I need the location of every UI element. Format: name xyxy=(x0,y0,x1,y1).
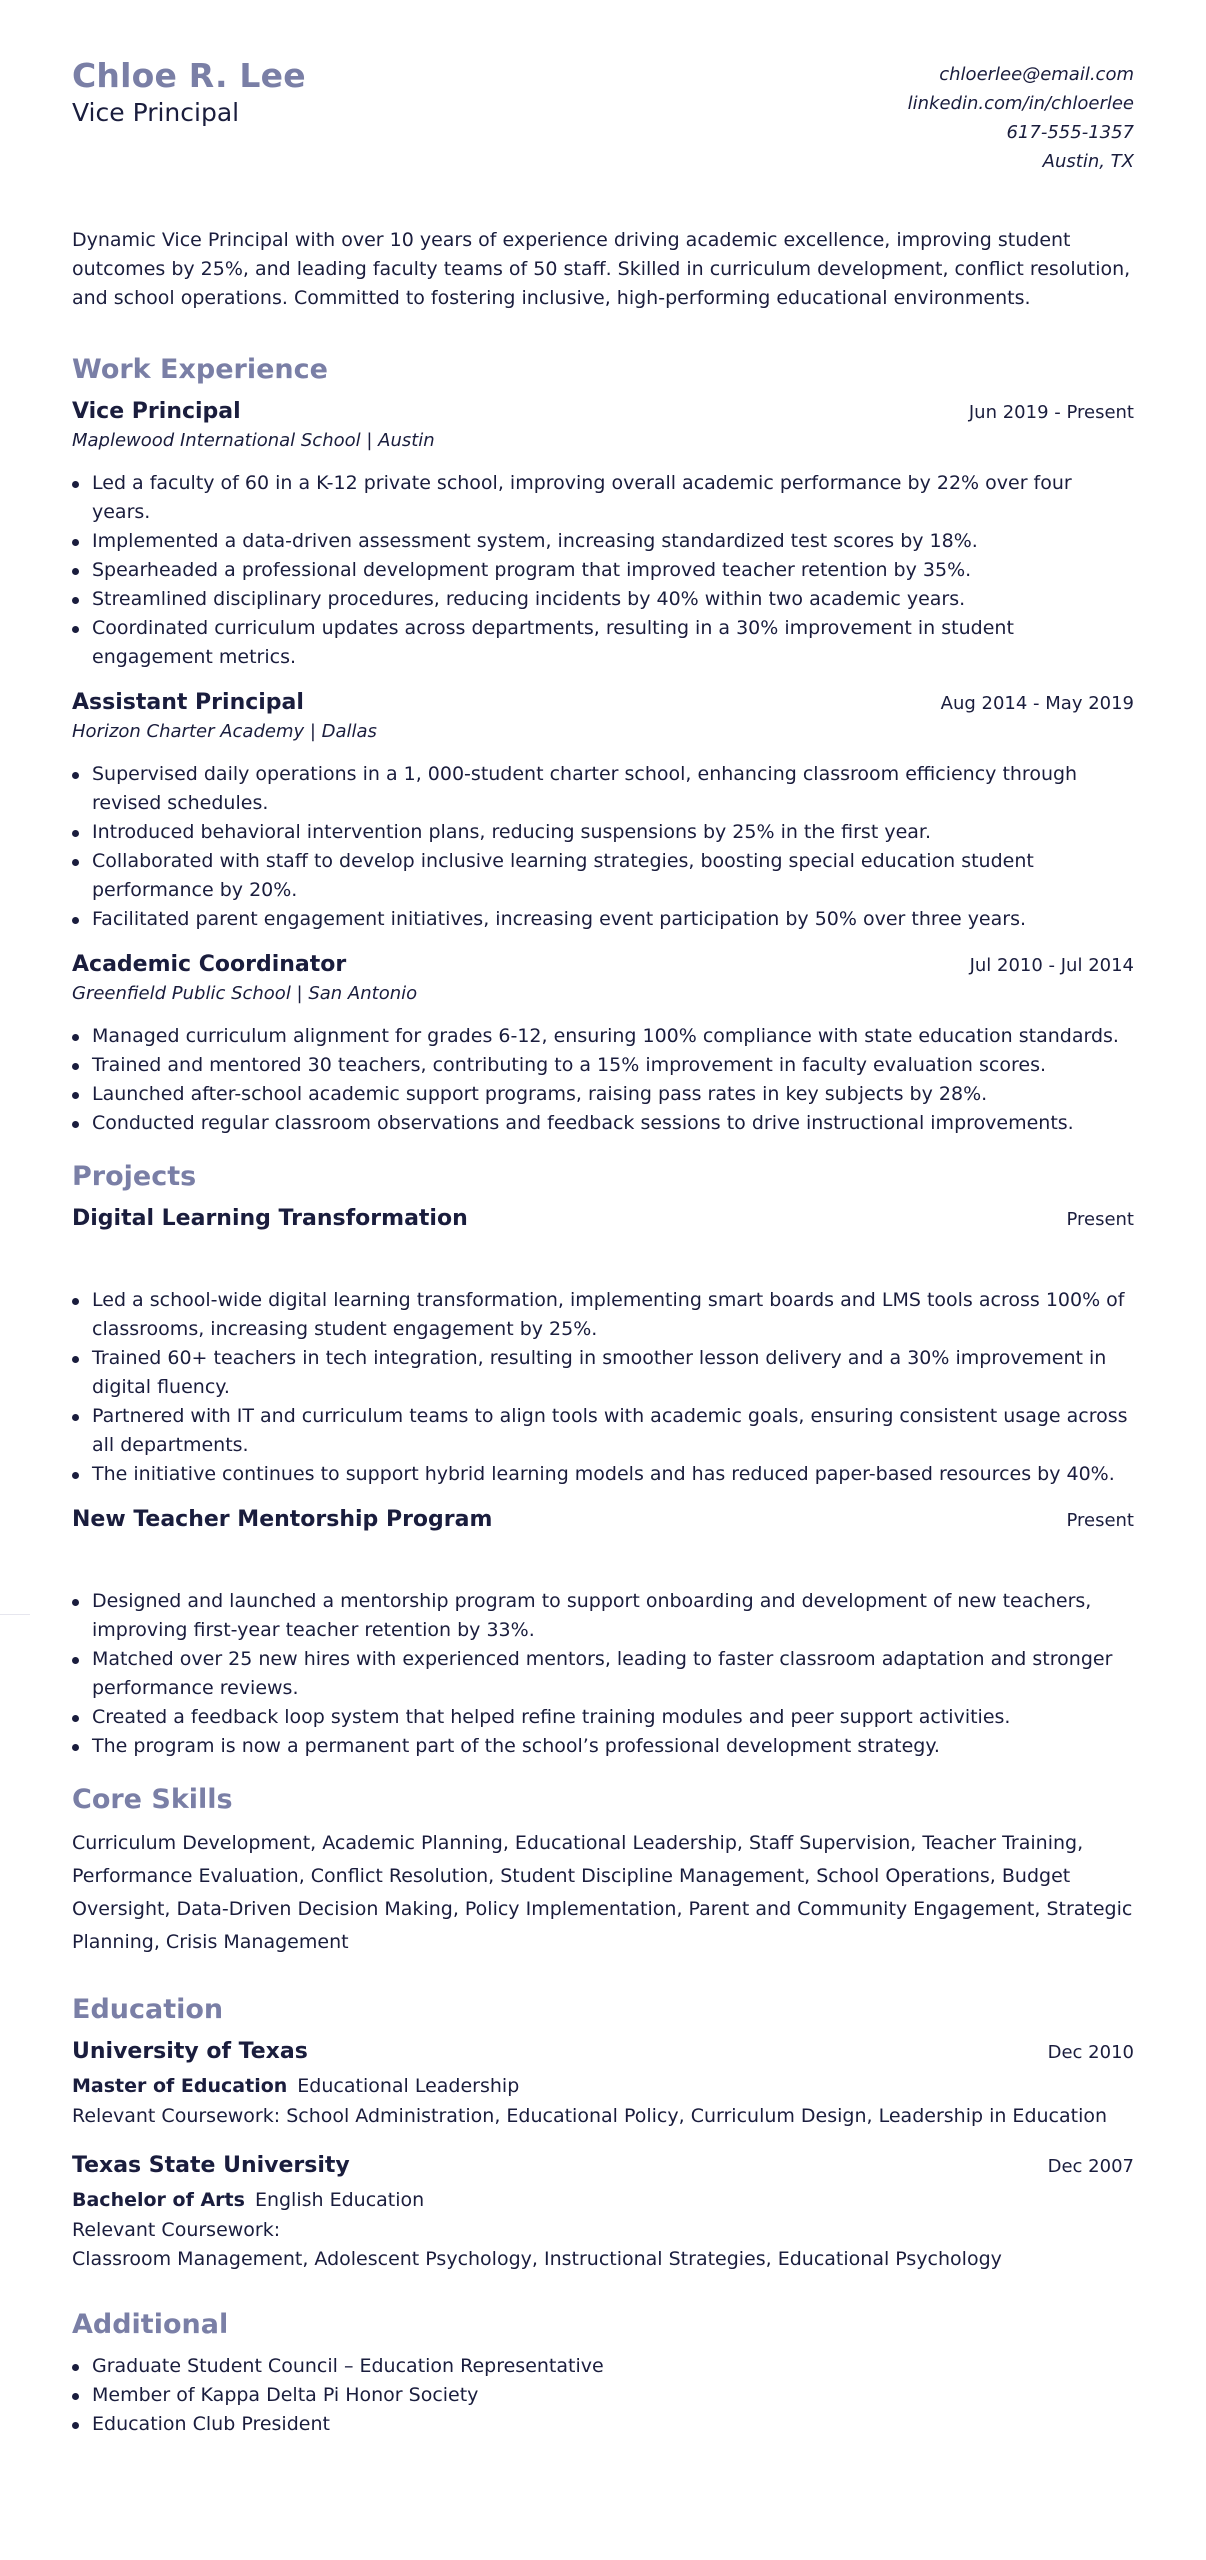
bullet-item: Graduate Student Council – Education Representative xyxy=(72,2352,1134,2381)
bullet-item: Coordinated curriculum updates across departments, resulting in a 30% improvement in student engagement metrics. xyxy=(72,614,1134,672)
contact-phone: 617-555-1357 xyxy=(1006,122,1134,143)
project-title: New Teacher Mentorship Program xyxy=(72,1507,493,1532)
degree-name: Bachelor of Arts xyxy=(72,2189,245,2211)
contact-location: Austin, TX xyxy=(1042,151,1134,172)
bullet-item: The program is now a permanent part of the school’s professional development strategy. xyxy=(72,1732,1134,1761)
work-bullets xyxy=(72,1022,1134,1138)
bullet-item: Facilitated parent engagement initiatives, increasing event participation by 50% over three years. xyxy=(72,905,1134,934)
coursework-list: School Administration, Educational Policy, Curriculum Design, Leadership in Education xyxy=(286,2105,1108,2127)
bullet-item: Led a school-wide digital learning transformation, implementing smart boards and LMS tools across 100% of classrooms, increasing student engagement by 25%. xyxy=(72,1286,1134,1344)
bullet-item: Implemented a data-driven assessment system, increasing standardized test scores by 18%. xyxy=(72,527,1134,556)
work-date: Jun 2019 - Present xyxy=(968,402,1134,423)
candidate-title: Vice Principal xyxy=(72,98,240,127)
candidate-name: Chloe R. Lee xyxy=(72,56,306,95)
project-title: Digital Learning Transformation xyxy=(72,1206,468,1231)
work-bullets xyxy=(72,760,1134,934)
work-entry xyxy=(72,950,1134,1138)
coursework-label: Relevant Coursework: xyxy=(72,2219,281,2241)
contact-email[interactable]: chloerlee@email.com xyxy=(939,64,1134,85)
professional-summary: Dynamic Vice Principal with over 10 years of experience driving academic excellence, improving student outcomes by 25%, and leading faculty teams of 50 staff. Skilled in curriculum development, conflict resolution, and school operations. Committed to fostering inclusive, high-performing educational environments. xyxy=(72,229,1131,309)
coursework xyxy=(72,2102,1134,2131)
bullet-item: Member of Kappa Delta Pi Honor Society xyxy=(72,2381,1134,2410)
bullet-item: Streamlined disciplinary procedures, reducing incidents by 40% within two academic years. xyxy=(72,585,1134,614)
page-break-mark xyxy=(0,1614,30,1615)
bullet-item: Spearheaded a professional development program that improved teacher retention by 35%. xyxy=(72,556,1134,585)
bullet-item: The initiative continues to support hybrid learning models and has reduced paper-based resources by 40%. xyxy=(72,1460,1134,1489)
additional-list xyxy=(72,2352,1134,2439)
resume-header xyxy=(72,56,1134,176)
bullet-item: Supervised daily operations in a 1, 000-student charter school, enhancing classroom efficiency through revised schedules. xyxy=(72,760,1134,818)
project-entry xyxy=(72,1505,1134,1761)
bullet-item: Collaborated with staff to develop inclusive learning strategies, boosting special education student performance by 20%. xyxy=(72,847,1134,905)
project-bullets xyxy=(72,1587,1134,1761)
bullet-item: Education Club President xyxy=(72,2410,1134,2439)
skills-list: Curriculum Development, Academic Planning, Educational Leadership, Staff Supervision, Teacher Training, Performance Evaluation, Conflict Resolution, Student Discipline Management, School Operations, Budget Oversight, Data-Driven Decision Making, Policy Implementation, Parent and Community Engagement, Strategic Planning, Crisis Management xyxy=(72,1832,1133,1953)
work-entry xyxy=(72,397,1134,672)
education-entry xyxy=(72,2151,1134,2274)
bullet-item: Partnered with IT and curriculum teams to align tools with academic goals, ensuring consistent usage across all departments. xyxy=(72,1402,1134,1460)
bullet-item: Launched after-school academic support programs, raising pass rates in key subjects by 28%. xyxy=(72,1080,1134,1109)
education-date: Dec 2007 xyxy=(1047,2156,1134,2177)
section-title-projects: Projects xyxy=(72,1161,197,1192)
section-title-work: Work Experience xyxy=(72,354,328,385)
coursework-label: Relevant Coursework: xyxy=(72,2105,281,2127)
work-date: Jul 2010 - Jul 2014 xyxy=(969,955,1134,976)
work-bullets xyxy=(72,469,1134,672)
bullet-item: Led a faculty of 60 in a K-12 private school, improving overall academic performance by 22% over four years. xyxy=(72,469,1134,527)
work-entry xyxy=(72,688,1134,934)
bullet-item: Created a feedback loop system that helped refine training modules and peer support activities. xyxy=(72,1703,1134,1732)
bullet-item: Trained and mentored 30 teachers, contributing to a 15% improvement in faculty evaluation scores. xyxy=(72,1051,1134,1080)
project-date: Present xyxy=(1066,1510,1134,1531)
degree-name: Master of Education xyxy=(72,2075,288,2097)
section-title-skills: Core Skills xyxy=(72,1784,233,1815)
school-name: Texas State University xyxy=(72,2153,350,2178)
contact-linkedin[interactable]: linkedin.com/in/chloerlee xyxy=(907,93,1134,114)
bullet-item: Trained 60+ teachers in tech integration, resulting in smoother lesson delivery and a 30% improvement in digital fluency. xyxy=(72,1344,1134,1402)
bullet-item: Managed curriculum alignment for grades 6-12, ensuring 100% compliance with state education standards. xyxy=(72,1022,1134,1051)
work-organization: Horizon Charter Academy | Dallas xyxy=(72,721,377,742)
name-block xyxy=(72,56,306,130)
bullet-item: Introduced behavioral intervention plans, reducing suspensions by 25% in the first year. xyxy=(72,818,1134,847)
education-entry xyxy=(72,2037,1134,2131)
project-bullets xyxy=(72,1286,1134,1489)
work-title: Academic Coordinator xyxy=(72,952,347,977)
bullet-item: Matched over 25 new hires with experienced mentors, leading to faster classroom adaptation and stronger performance reviews. xyxy=(72,1645,1134,1703)
degree-line xyxy=(72,2071,1134,2102)
coursework xyxy=(72,2216,1134,2274)
bullet-item: Conducted regular classroom observations and feedback sessions to drive instructional improvements. xyxy=(72,1109,1134,1138)
bullet-item: Designed and launched a mentorship program to support onboarding and development of new teachers, improving first-year teacher retention by 33%. xyxy=(72,1587,1134,1645)
work-organization: Greenfield Public School | San Antonio xyxy=(72,983,418,1004)
work-title: Vice Principal xyxy=(72,399,241,424)
project-date: Present xyxy=(1066,1209,1134,1230)
education-date: Dec 2010 xyxy=(1047,2042,1134,2063)
work-title: Assistant Principal xyxy=(72,690,304,715)
degree-field: English Education xyxy=(254,2189,425,2211)
coursework-list: Classroom Management, Adolescent Psychology, Instructional Strategies, Educational Psychology xyxy=(72,2248,1002,2270)
degree-field: Educational Leadership xyxy=(297,2075,520,2097)
work-organization: Maplewood International School | Austin xyxy=(72,430,435,451)
school-name: University of Texas xyxy=(72,2039,308,2064)
degree-line xyxy=(72,2185,1134,2216)
section-title-education: Education xyxy=(72,1994,224,2025)
work-date: Aug 2014 - May 2019 xyxy=(940,693,1134,714)
contact-block xyxy=(908,56,1134,176)
project-entry xyxy=(72,1204,1134,1489)
section-title-additional: Additional xyxy=(72,2309,229,2340)
